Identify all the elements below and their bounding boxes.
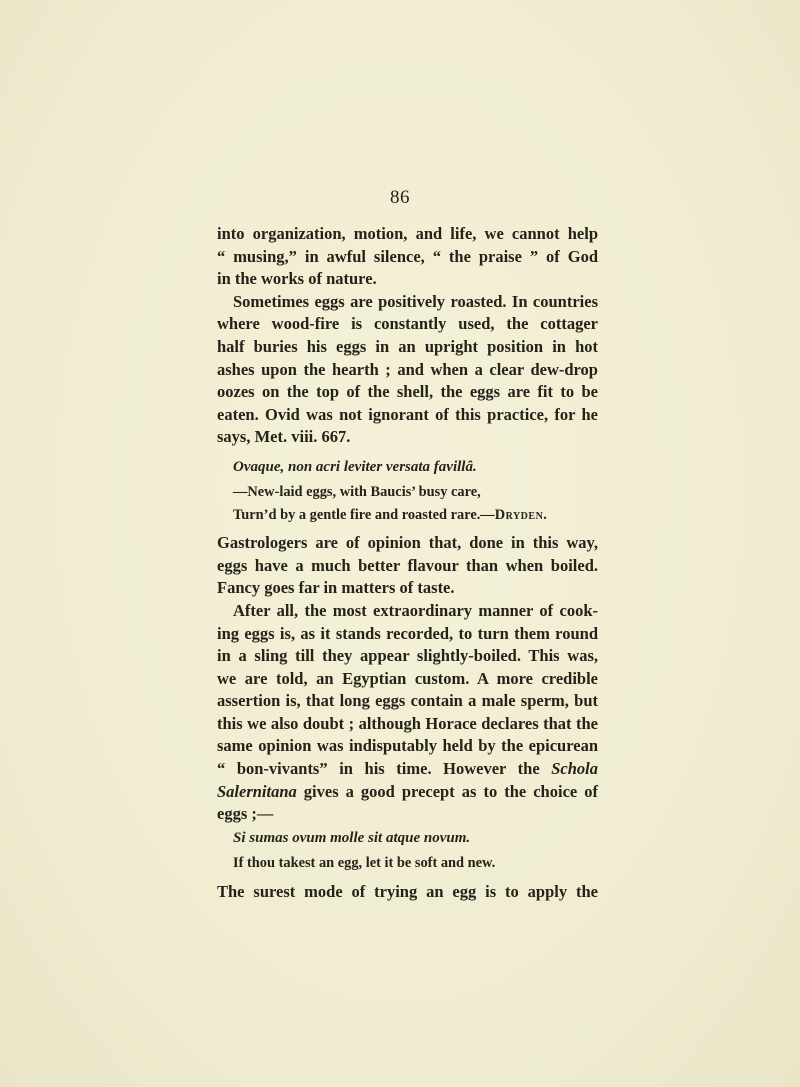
paragraph-1 bbox=[217, 223, 598, 291]
latin-quotation-ovid: Ovaque, non acri leviter versata favillâ. bbox=[233, 458, 477, 475]
text-line: same opinion was indisputably held by the epicurean bbox=[217, 736, 598, 756]
english-translation-schola: If thou takest an egg, let it be soft and new. bbox=[233, 854, 496, 871]
text-line: says, Met. viii. 667. bbox=[217, 427, 351, 447]
body-text bbox=[217, 223, 598, 903]
text-line: we are told, an Egyptian custom. A more credible bbox=[217, 668, 598, 688]
text-line: eggs ;— bbox=[217, 804, 274, 824]
text-line bbox=[217, 781, 598, 804]
text-line: assertion is, that long eggs contain a male sperm, but bbox=[217, 691, 598, 711]
attribution-dryden: Dryden. bbox=[494, 506, 548, 523]
text-line: where wood-fire is constantly used, the cottager bbox=[217, 314, 598, 334]
paragraph-2 bbox=[217, 291, 598, 449]
text-line: Gastrologers are of opinion that, done in this way, bbox=[217, 533, 598, 553]
english-verse-translation bbox=[217, 481, 598, 526]
text-line-part: gives a good precept as to the choice of bbox=[296, 781, 598, 801]
text-line: in the works of nature. bbox=[217, 269, 377, 289]
verse-line bbox=[233, 504, 598, 527]
latin-quotation-schola: Si sumas ovum molle sit atque novum. bbox=[233, 829, 471, 846]
text-line: ashes upon the hearth ; and when a clear dew-drop bbox=[217, 359, 598, 379]
verse-line-text: Turn’d by a gentle fire and roasted rare.— bbox=[233, 506, 495, 523]
verse-line: —New-laid eggs, with Baucis’ busy care, bbox=[233, 483, 481, 500]
text-line: “ musing,” in awful silence, “ the praise ” of God bbox=[217, 246, 598, 266]
text-line: this we also doubt ; although Horace declares that the bbox=[217, 713, 598, 733]
text-line: into organization, motion, and life, we cannot help bbox=[217, 224, 598, 243]
text-line: in a sling till they appear slightly-boiled. This was, bbox=[217, 646, 598, 666]
text-line bbox=[217, 758, 598, 781]
title-salernitana: Salernitana bbox=[217, 781, 297, 801]
text-line: eaten. Ovid was not ignorant of this practice, for he bbox=[217, 404, 598, 424]
text-line: ing eggs is, as it stands recorded, to turn them round bbox=[217, 623, 598, 643]
text-line: After all, the most extraordinary manner of cook- bbox=[233, 600, 598, 620]
text-line: Fancy goes far in matters of taste. bbox=[217, 578, 455, 598]
text-line: half buries his eggs in an upright position in hot bbox=[217, 336, 598, 356]
title-schola: Schola bbox=[551, 759, 599, 779]
paragraph-3 bbox=[217, 532, 598, 600]
paragraph-4 bbox=[217, 600, 598, 826]
text-line-part: “ bon-vivants” in his time. However the bbox=[217, 759, 540, 779]
paragraph-5 bbox=[217, 881, 598, 904]
text-line: Sometimes eggs are positively roasted. In countries bbox=[233, 291, 598, 311]
text-line: oozes on the top of the shell, the eggs are fit to be bbox=[217, 382, 598, 402]
text-line: eggs have a much better flavour than when boiled. bbox=[217, 555, 598, 575]
page-number: 86 bbox=[390, 187, 410, 208]
text-line: The surest mode of trying an egg is to apply the bbox=[217, 881, 598, 901]
